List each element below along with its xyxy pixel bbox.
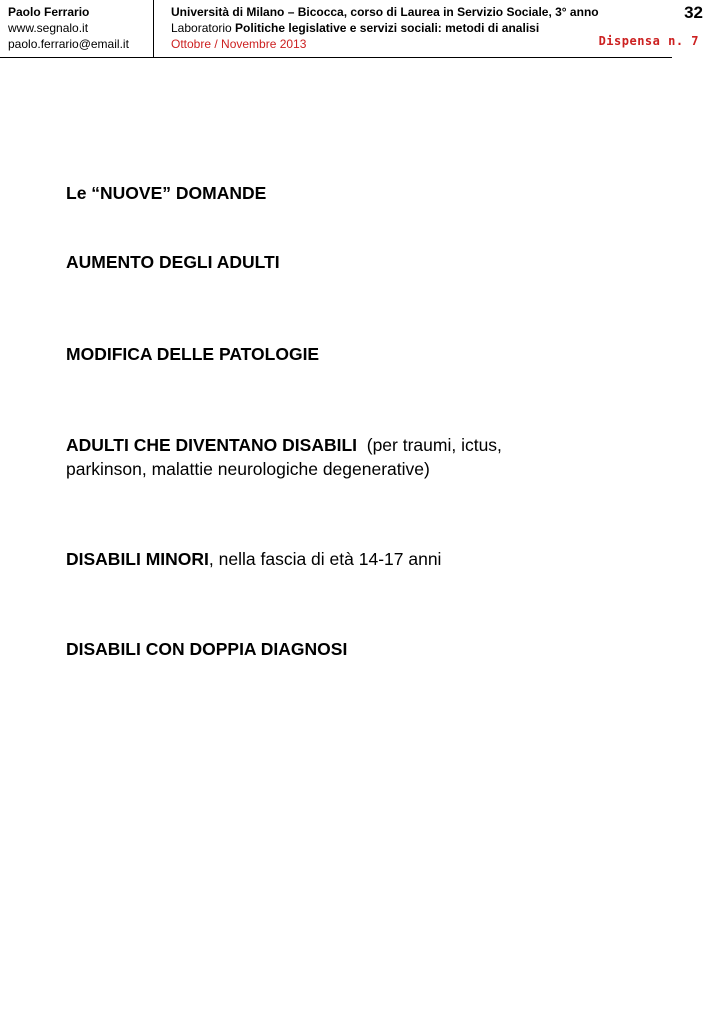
item-modifica-patologie: MODIFICA DELLE PATOLOGIE (66, 344, 320, 364)
item-adulti-disabili-line1 (66, 433, 502, 457)
item-disabili-minori-detail: , nella fascia di età 14-17 anni (208, 549, 442, 569)
course-laboratory-prefix: Laboratorio (171, 21, 236, 35)
course-university: Università di Milano – Bicocca, corso di Laurea in Servizio Sociale, 3° anno (171, 5, 599, 19)
heading-nuove-domande: Le “NUOVE” DOMANDE (66, 183, 267, 203)
course-period: Ottobre / Novembre 2013 (171, 37, 307, 51)
author-website[interactable]: www.segnalo.it (8, 21, 89, 35)
item-disabili-minori (66, 547, 441, 571)
item-adulti-disabili-detail-b: parkinson, malattie neurologiche degenerative) (66, 459, 430, 479)
page-header (0, 0, 709, 58)
header-rule (0, 57, 672, 58)
item-adulti-disabili-detail-a: (per traumi, ictus, (357, 435, 502, 455)
item-doppia-diagnosi: DISABILI CON DOPPIA DIAGNOSI (66, 639, 348, 659)
item-adulti-disabili (66, 433, 502, 481)
item-adulti-disabili-title: ADULTI CHE DIVENTANO DISABILI (66, 435, 358, 455)
header-divider (153, 0, 154, 58)
course-laboratory-title: Politiche legislative e servizi sociali: metodi di analisi (235, 21, 540, 35)
author-block (8, 4, 129, 52)
author-name: Paolo Ferrario (8, 5, 90, 19)
item-disabili-minori-title: DISABILI MINORI (66, 549, 209, 569)
dispensa-label: Dispensa n. 7 (598, 34, 699, 48)
item-aumento-adulti: AUMENTO DEGLI ADULTI (66, 252, 280, 272)
page-number: 32 (684, 3, 703, 22)
author-email[interactable]: paolo.ferrario@email.it (8, 37, 129, 51)
course-laboratory (171, 20, 651, 36)
course-block (171, 4, 651, 52)
